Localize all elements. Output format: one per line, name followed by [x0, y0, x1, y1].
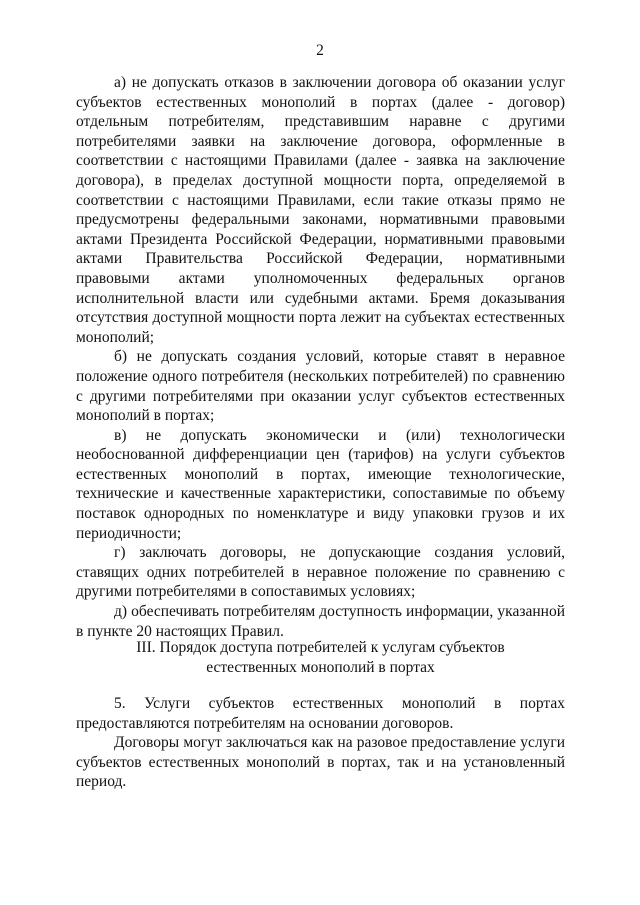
page-number: 2: [316, 42, 324, 59]
paragraph-5: 5. Услуги субъектов естественных монополий в портах предоставляются потребителям на основании договоров.: [76, 695, 565, 732]
obligations-list: [76, 73, 565, 641]
paragraph-d: д) обеспечивать потребителям доступность информации, указанной в пункте 20 настоящих Правил.: [76, 603, 565, 640]
section-heading-line-1: III. Порядок доступа потребителей к услугам субъектов: [136, 639, 505, 656]
section-heading-line-2: естественных монополий в портах: [206, 658, 435, 676]
paragraph-a: а) не допускать отказов в заключении договора об оказании услуг субъектов естественных монополий в портах (далее - договор) отдельным потребителям, представившим наравне с другими потребителями заявки на заключение договора, оформленные в соответствии с настоящими Правилами (далее - заявка на заключение договора), в пределах доступной мощности порта, определяемой в соответствии с настоящими Правилами, если такие отказы прямо не предусмотрены федеральными законами, нормативными правовыми актами Президента Российской Федерации, нормативными правовыми актами Правительства Российской Федерации, нормативными правовыми актами уполномоченных федеральных органов исполнительной власти или судебными актами. Бремя доказывания отсутствия доступной мощности порта лежит на субъектах естественных монополий;: [76, 74, 565, 346]
paragraph-b: б) не допускать создания условий, которые ставят в неравное положение одного потребителя (нескольких потребителей) по сравнению с другими потребителями при оказании услуг субъектов естественных монополий в портах;: [76, 348, 565, 425]
paragraph-v: в) не допускать экономически и (или) технологически необоснованной дифференциации цен (тарифов) на услуги субъектов естественных монополий в портах, имеющие технологические, технические и качественные характеристики, сопоставимые по объему поставок однородных по номенклатуре и виду упаковки грузов и их периодичности;: [76, 426, 565, 542]
paragraph-contracts: Договоры могут заключаться как на разовое предоставление услуги субъектов естественных монополий в портах, так и на установленный период.: [76, 734, 565, 791]
section-heading: [76, 638, 565, 677]
paragraph-g: г) заключать договоры, не допускающие создания условий, ставящих одних потребителей в неравное положение по сравнению с другими потребителями в сопоставимых условиях;: [76, 544, 565, 601]
section-body: [76, 694, 565, 792]
